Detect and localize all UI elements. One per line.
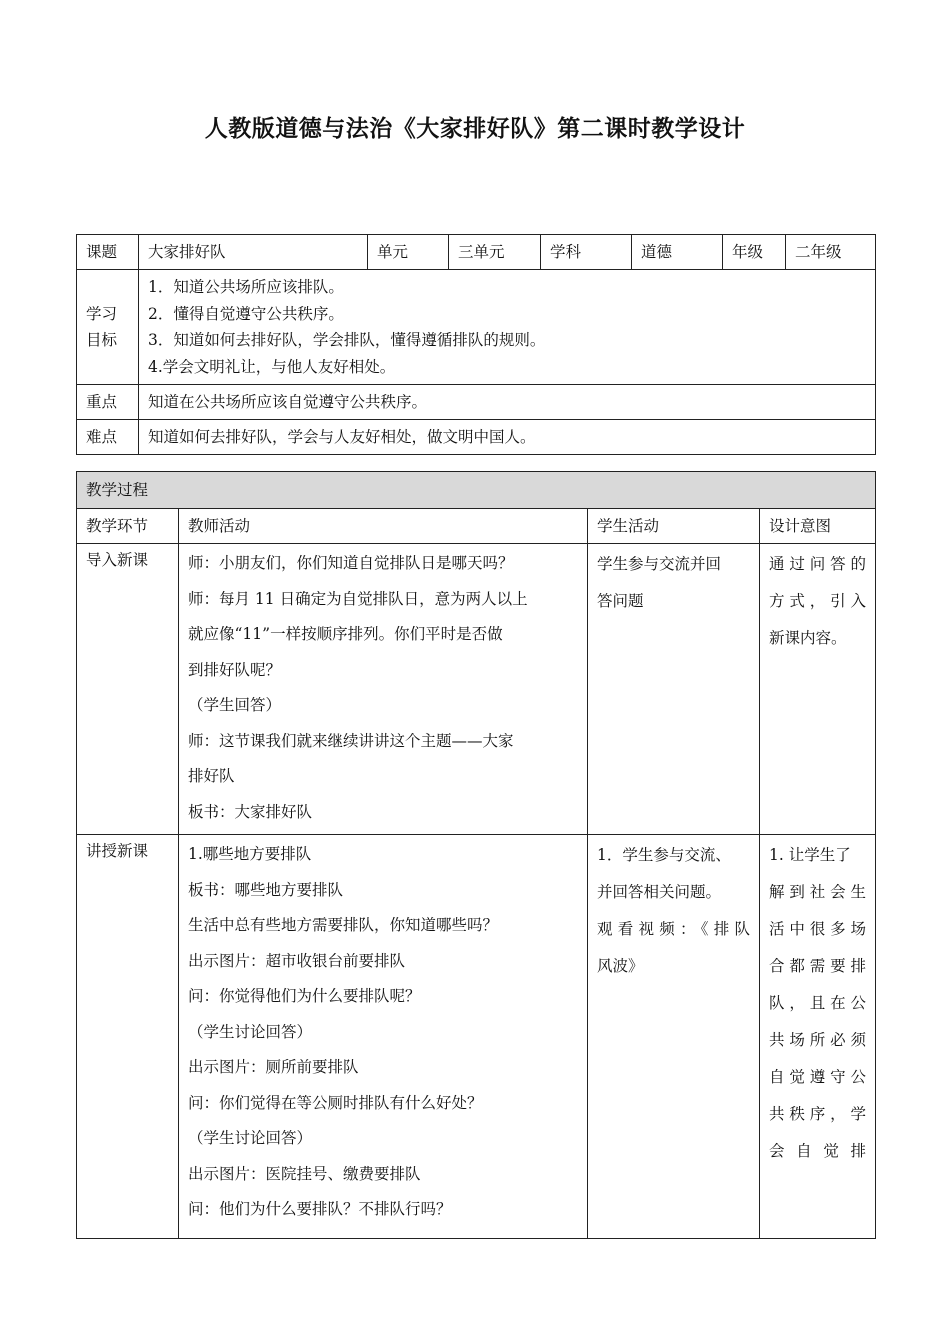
intent-line: 新课内容。: [769, 629, 847, 647]
stage-intro: 导入新课: [77, 544, 179, 835]
student-line: 学生参与交流并回: [597, 555, 722, 573]
teacher-line: 出示图片：厕所前要排队: [188, 1058, 359, 1076]
teacher-line: 排好队: [188, 767, 235, 785]
objective-item: 3．知道如何去排好队，学会排队，懂得遵循排队的规则。: [148, 331, 546, 349]
column-student: 学生活动: [588, 509, 760, 544]
process-header-row: [77, 472, 876, 509]
subject-label: 学科: [541, 235, 632, 270]
student-line: 并回答相关问题。: [597, 883, 722, 901]
teacher-line: 问：你们觉得在等公厕时排队有什么好处？: [188, 1093, 483, 1112]
student-activity-new-lesson: [588, 835, 760, 1239]
objectives-list: [139, 270, 876, 385]
teaching-process-table: [76, 471, 876, 1239]
lesson-info-table: [76, 234, 876, 455]
teacher-line: 问：你觉得他们为什么要排队呢？: [188, 987, 421, 1005]
subject-value: 道德: [632, 235, 723, 270]
topic-label: 课题: [77, 235, 139, 270]
topic-value: 大家排好队: [139, 235, 368, 270]
info-row-difficulty: [77, 420, 876, 455]
stage-new-lesson: 讲授新课: [77, 835, 179, 1239]
objectives-label: [77, 270, 139, 385]
student-activity-intro: [588, 544, 760, 835]
student-line: 答问题: [597, 592, 644, 610]
intent-line: 解到社会生: [769, 883, 867, 901]
teacher-line: 板书：大家排好队: [188, 802, 313, 821]
student-line: 1．学生参与交流、: [597, 846, 731, 864]
student-line: 观看视频：《排队: [597, 920, 750, 938]
process-header: 教学过程: [77, 472, 876, 509]
teacher-line: 师：小朋友们，你们知道自觉排队日是哪天吗？: [188, 554, 514, 572]
teacher-line: （学生讨论回答）: [188, 1022, 313, 1041]
intent-line: 会 自 觉 排: [769, 1142, 867, 1160]
column-stage: 教学环节: [77, 509, 179, 544]
teacher-line: 到排好队呢？: [188, 660, 282, 679]
intent-line: 1. 让学生了: [769, 846, 851, 864]
intent-line: 队，且在公: [769, 994, 867, 1012]
objective-item: 4.学会文明礼让，与他人友好相处。: [148, 357, 396, 376]
key-point-label: 重点: [77, 385, 139, 420]
teacher-line: 板书：哪些地方要排队: [188, 880, 344, 899]
difficulty-label: 难点: [77, 420, 139, 455]
teacher-activity-new-lesson: [179, 835, 588, 1239]
teacher-line: 1.哪些地方要排队: [188, 845, 312, 863]
teacher-line: 出示图片：医院挂号、缴费要排队: [188, 1164, 421, 1183]
intent-line: 活中很多场: [769, 920, 867, 938]
teacher-line: 就应像“11”一样按顺序排列。你们平时是否做: [188, 625, 503, 643]
unit-value: 三单元: [449, 235, 541, 270]
page-title: 人教版道德与法治《大家排好队》第二课时教学设计: [204, 115, 746, 142]
unit-label: 单元: [368, 235, 449, 270]
student-line: 风波》: [597, 957, 644, 975]
process-column-row: [77, 509, 876, 544]
grade-value: 二年级: [786, 235, 876, 270]
grade-label: 年级: [723, 235, 786, 270]
process-row-intro: [77, 544, 876, 835]
objective-item: 1．知道公共场所应该排队。: [148, 278, 344, 296]
objectives-label-line-1: 学习: [86, 304, 118, 323]
intent-line: 方式，引入: [769, 592, 867, 610]
design-intent-intro: [760, 544, 876, 835]
objectives-label-line-2: 目标: [86, 331, 118, 349]
teacher-line: 出示图片：超市收银台前要排队: [188, 951, 406, 970]
intent-line: 共秩序，学: [769, 1105, 867, 1123]
teacher-line: （学生回答）: [188, 696, 282, 714]
process-row-new-lesson: [77, 835, 876, 1239]
intent-line: 合都需要排: [769, 957, 867, 975]
teacher-activity-intro: [179, 544, 588, 835]
column-intent: 设计意图: [760, 509, 876, 544]
difficulty-value: 知道如何去排好队，学会与人友好相处，做文明中国人。: [139, 420, 876, 455]
key-point-value: 知道在公共场所应该自觉遵守公共秩序。: [139, 385, 876, 420]
objective-item: 2．懂得自觉遵守公共秩序。: [148, 304, 344, 323]
teacher-line: （学生讨论回答）: [188, 1129, 313, 1147]
teacher-line: 师：每月 11 日确定为自觉排队日，意为两人以上: [188, 589, 528, 608]
row-spacer: [188, 1228, 578, 1234]
intent-line: 自觉遵守公: [769, 1068, 867, 1086]
column-teacher: 教师活动: [179, 509, 588, 544]
intent-line: 共场所必须: [769, 1031, 867, 1049]
info-row-key-point: [77, 385, 876, 420]
design-intent-new-lesson: [760, 835, 876, 1239]
intent-line: 通过问答的: [769, 555, 867, 573]
teacher-line: 问：他们为什么要排队？不排队行吗？: [188, 1200, 452, 1218]
teacher-line: 师：这节课我们就来继续讲讲这个主题——大家: [188, 731, 514, 750]
info-row-topic: [77, 235, 876, 270]
info-row-objectives: [77, 270, 876, 385]
teacher-line: 生活中总有些地方需要排队，你知道哪些吗？: [188, 916, 499, 934]
